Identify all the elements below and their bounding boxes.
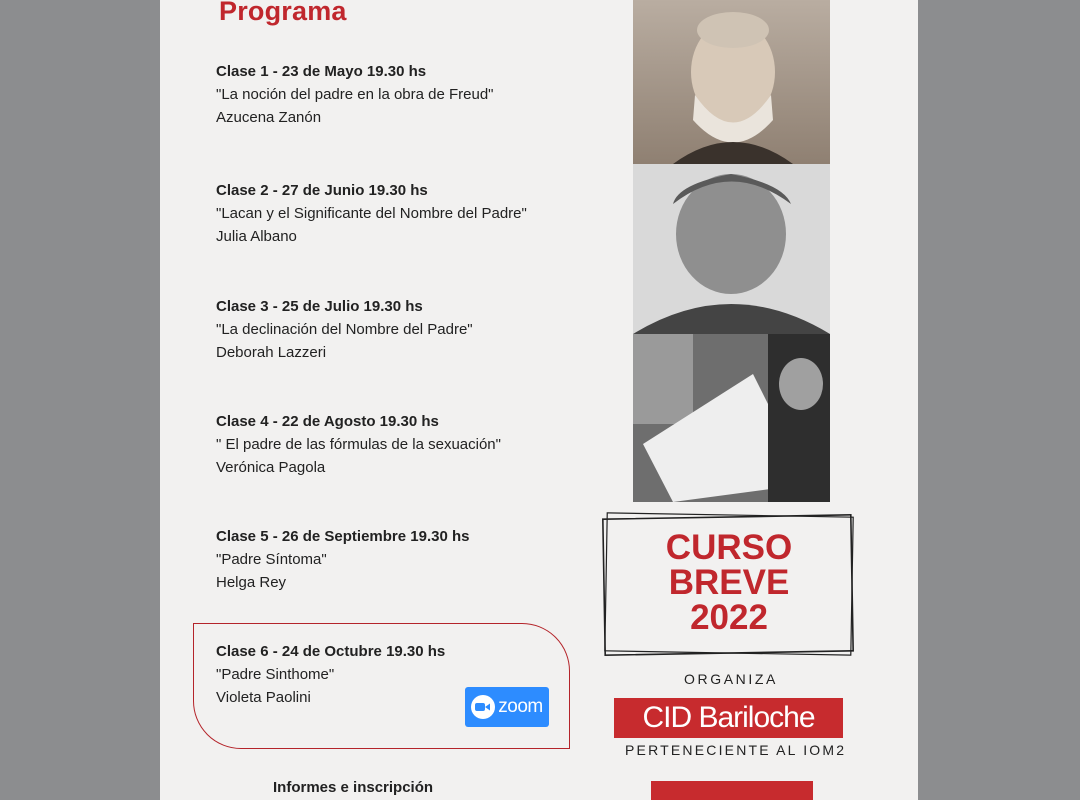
session-2	[216, 180, 586, 248]
session-3	[216, 296, 586, 364]
session-topic: "La declinación del Nombre del Padre"	[216, 321, 473, 338]
session-heading: Clase 1 - 23 de Mayo 19.30 hs	[216, 63, 427, 80]
session-heading: Clase 2 - 27 de Junio 19.30 hs	[216, 182, 428, 199]
session-heading: Clase 6 - 24 de Octubre 19.30 hs	[216, 643, 446, 660]
organiza-label: ORGANIZA	[684, 671, 778, 687]
session-speaker: Verónica Pagola	[216, 459, 326, 476]
freud-lacan-collage-image	[633, 334, 830, 502]
curso-breve-title	[602, 530, 856, 635]
session-5	[216, 526, 586, 594]
year-line: 2022	[690, 598, 768, 637]
session-topic: "Padre Sinthome"	[216, 666, 335, 683]
session-topic: "Padre Síntoma"	[216, 551, 327, 568]
session-4	[216, 411, 586, 479]
session-speaker: Violeta Paolini	[216, 689, 311, 706]
zoom-label: zoom	[498, 696, 543, 717]
session-speaker: Azucena Zanón	[216, 109, 322, 126]
session-speaker: Helga Rey	[216, 574, 287, 591]
breve-line: BREVE	[668, 563, 790, 602]
lacan-portrait-image	[633, 164, 830, 334]
session-1	[216, 61, 586, 129]
session-heading: Clase 5 - 26 de Septiembre 19.30 hs	[216, 528, 470, 545]
session-heading: Clase 4 - 22 de Agosto 19.30 hs	[216, 413, 439, 430]
session-topic: "La noción del padre en la obra de Freud"	[216, 86, 494, 103]
session-speaker: Julia Albano	[216, 228, 297, 245]
session-heading: Clase 3 - 25 de Julio 19.30 hs	[216, 298, 423, 315]
bottom-logo-fragment	[651, 781, 813, 800]
session-topic: "Lacan y el Significante del Nombre del Padre"	[216, 205, 527, 222]
informes-heading: Informes e inscripción	[273, 779, 434, 796]
freud-portrait-image	[633, 0, 830, 164]
cid-bariloche-logo: CID Bariloche	[614, 698, 843, 738]
page-title: Programa	[219, 0, 347, 26]
zoom-badge	[465, 687, 549, 727]
session-topic: " El padre de las fórmulas de la sexuación"	[216, 436, 501, 453]
session-speaker: Deborah Lazzeri	[216, 344, 327, 361]
video-camera-icon	[471, 695, 495, 719]
curso-line: CURSO	[665, 528, 793, 567]
affiliation-label: PERTENECIENTE AL IOM2	[625, 742, 847, 758]
